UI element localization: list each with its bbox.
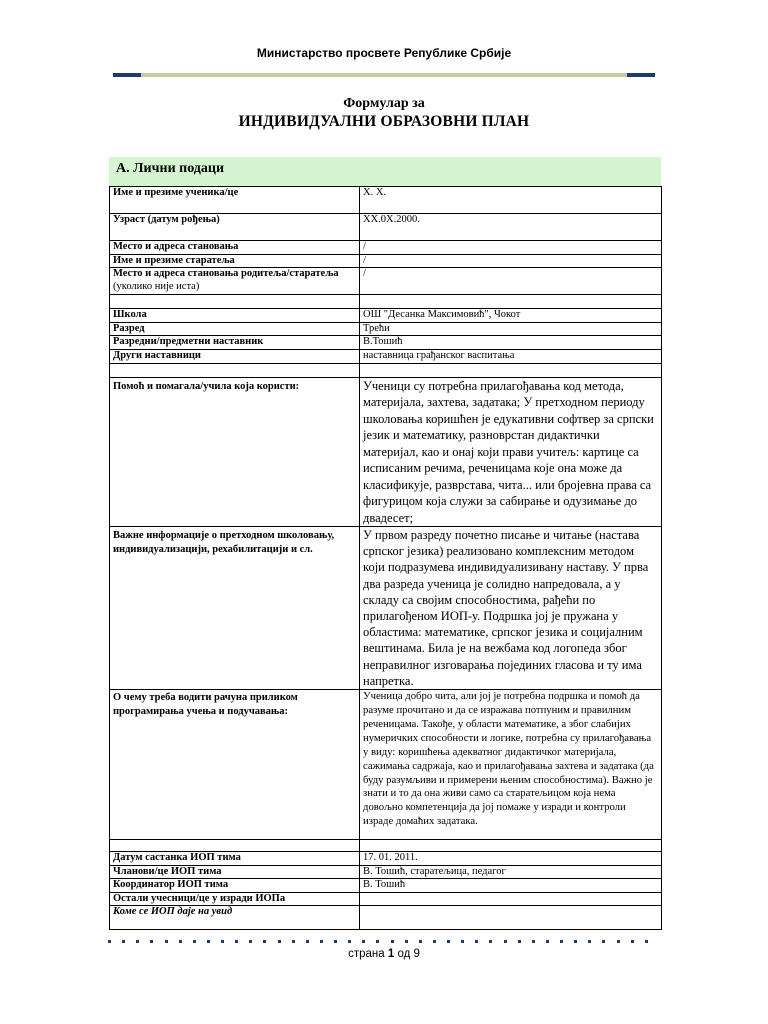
table-row <box>110 892 662 906</box>
table-row-spacer <box>110 363 662 377</box>
guardian-value: / <box>360 254 662 268</box>
other-teachers-value: наставница грађанског васпитања <box>360 349 662 363</box>
table-row <box>110 865 662 879</box>
table-row <box>110 309 662 323</box>
form-title-line2: ИНДИВИДУАЛНИ ОБРАЗОВНИ ПЛАН <box>238 113 530 130</box>
other-participants-value <box>360 892 662 906</box>
meeting-date-label: Датум састанка ИОП тима <box>110 852 360 866</box>
spacer-cell <box>110 295 360 309</box>
table-row <box>110 879 662 893</box>
grade-label: Разред <box>110 322 360 336</box>
consider-label: О чему треба водити рачуна приликом програмирања учења и подучавања: <box>110 690 360 840</box>
table-row <box>110 268 662 295</box>
guardian-address-value: / <box>360 268 662 295</box>
meeting-date-value: 17. 01. 2011. <box>360 852 662 866</box>
guardian-address-label-bold: Место и адреса становања родитеља/старатеља <box>113 268 339 280</box>
age-value: ХХ.0Х.2000. <box>360 214 662 241</box>
residence-value: / <box>360 241 662 255</box>
school-label: Школа <box>110 309 360 323</box>
table-row <box>110 906 662 930</box>
footer-dotted-divider <box>108 940 648 946</box>
header-divider <box>113 73 655 77</box>
table-row <box>110 377 662 527</box>
name-value: Х. Х. <box>360 187 662 214</box>
aids-value: Ученици су потребна прилагођавања код метода, материјала, захтева, задатака; У претходном периоду школовања коришћен је едукативни софтвер за српски језик и математику, разноврстан дидактички материјал, као и онај који прави учитељ: картице са исписаним речима, реченицама које она може да класификује, разврстава, чита... или бројевна права са фигурицом која служи за сабирање и одузимање до двадесет; <box>360 377 662 527</box>
table-row <box>110 852 662 866</box>
table-row <box>110 690 662 840</box>
table-row <box>110 322 662 336</box>
page-total: 9 <box>413 948 420 960</box>
guardian-address-label <box>110 268 360 295</box>
section-heading-personal-data: А. Лични подаци <box>109 157 661 186</box>
grade-value: Трећи <box>360 322 662 336</box>
consider-value: Ученица добро чита, али јој је потребна подршка и помоћ да разуме прочитано и да се изражава потпуним и правилним реченицама. Такође, у области математике, а због слабијих нумеричких способности и логике, потребна су прилагођавања у виду: коришћења адекватног дидактичког материјала, сажимања садржаја, као и прилагођавања захтева и задатака (да буду разумљиви и примерени њеним способностима). Важно је знати и то да она живи само са старатељицом која нема довољно компетенција да јој помаже у изради и контроли израде домаћих задатака. <box>360 690 662 840</box>
spacer-cell <box>110 363 360 377</box>
spacer-cell <box>360 840 662 852</box>
team-members-value: В. Тошић, старатељица, педагог <box>360 865 662 879</box>
name-label: Име и презиме ученика/це <box>110 187 360 214</box>
spacer-cell <box>110 840 360 852</box>
age-label: Узраст (датум рођења) <box>110 214 360 241</box>
residence-label: Место и адреса становања <box>110 241 360 255</box>
table-row <box>110 187 662 214</box>
page-word: страна <box>348 948 385 960</box>
teacher-value: В.Тошић <box>360 336 662 350</box>
guardian-label: Име и презиме старатеља <box>110 254 360 268</box>
school-value: ОШ "Десанка Максимовић", Чокот <box>360 309 662 323</box>
other-participants-label: Остали учесници/це у изради ИОПа <box>110 892 360 906</box>
coordinator-label: Координатор ИОП тима <box>110 879 360 893</box>
table-row-spacer <box>110 840 662 852</box>
table-row <box>110 527 662 690</box>
important-info-value: У првом разреду почетно писање и читање (настава српског језика) реализовано комплексним методом који подразумева индивидуализивану наставу. У прва два разреда ученица је солидно напредовала, а у складу са својим способностима, рађећи по прилагођеном ИОП-у. Подршка јој је пружана у областима: математике, српског језика и социјалним вештинама. Била је на вежбама код логопеда због неправилног изговарања појединих гласова и ту има напретка. <box>360 527 662 690</box>
form-title-line1: Формулар за <box>343 96 425 111</box>
page-number <box>0 948 768 960</box>
spacer-cell <box>360 363 662 377</box>
coordinator-value: В. Тошић <box>360 879 662 893</box>
aids-label: Помоћ и помагала/учила која користи: <box>110 377 360 527</box>
given-to-label: Коме се ИОП даје на увид <box>110 906 360 930</box>
team-members-label: Чланови/це ИОП тима <box>110 865 360 879</box>
table-row <box>110 349 662 363</box>
table-row-spacer <box>110 295 662 309</box>
table-row <box>110 336 662 350</box>
guardian-address-label-note: (уколико није иста) <box>113 280 200 292</box>
spacer-cell <box>360 295 662 309</box>
ministry-header: Министарство просвете Републике Србије <box>256 46 512 60</box>
given-to-value <box>360 906 662 930</box>
header-divider-right-cap <box>627 73 655 77</box>
teacher-label: Разредни/предметни наставник <box>110 336 360 350</box>
table-row <box>110 214 662 241</box>
table-row <box>110 241 662 255</box>
personal-data-table <box>109 186 662 930</box>
table-row <box>110 254 662 268</box>
important-info-label: Важне информације о претходном школовању, индивидуализацији, рехабилитацији и сл. <box>110 527 360 690</box>
header-divider-left-cap <box>113 73 141 77</box>
page-current: 1 <box>387 948 395 960</box>
page-of: од <box>397 948 411 960</box>
other-teachers-label: Други наставници <box>110 349 360 363</box>
